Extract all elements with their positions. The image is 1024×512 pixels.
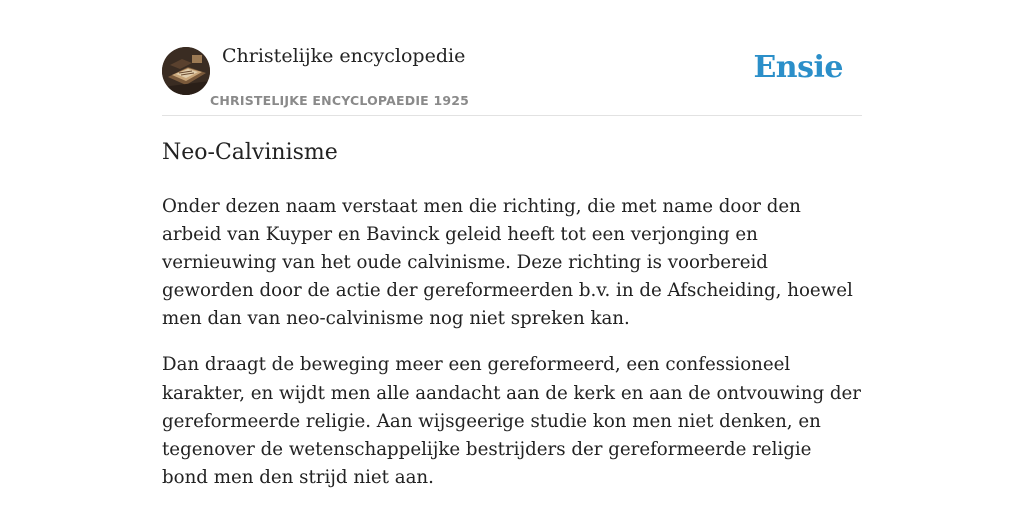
- brand-logo[interactable]: Ensie: [753, 50, 843, 85]
- header-divider: [162, 115, 862, 116]
- source-title[interactable]: Christelijke encyclopedie: [222, 45, 466, 67]
- paragraph: Dan draagt de beweging meer een gereformeerd, een confessioneel karakter, en wijdt men alle aandacht aan de kerk en aan de ontvouwing der gereformeerde religie. Aan wijsgeerige studie kon men niet denken, en tegenover de wetenschappelijke bestrijders der gereformeerde religie bond men den strijd niet aan.: [162, 354, 861, 488]
- entry-title: Neo-Calvinisme: [162, 140, 338, 165]
- entry-body: [162, 193, 862, 510]
- book-thumbnail-icon: [162, 47, 210, 95]
- source-subtitle: CHRISTELIJKE ENCYCLOPAEDIE 1925: [210, 93, 470, 108]
- source-avatar[interactable]: [162, 47, 210, 95]
- paragraph: Onder dezen naam verstaat men die richting, die met name door den arbeid van Kuyper en Bavinck geleid heeft tot een verjonging en vernieuwing van het oude calvinisme. Deze richting is voorbereid geworden door de actie der gereformeerden b.v. in de Afscheiding, hoewel men dan van neo-calvinisme nog niet spreken kan.: [162, 196, 853, 330]
